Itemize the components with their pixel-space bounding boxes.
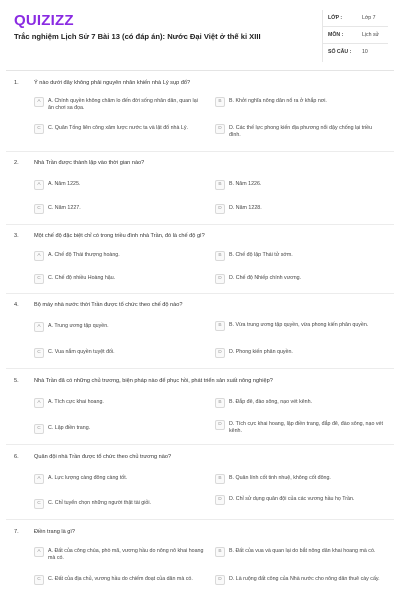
- option-text: B. Vừa trung ương tập quyền, vừa phong kiến phân quyền.: [229, 322, 369, 328]
- option-letter-badge: C: [34, 348, 44, 358]
- option-text: D. Phong kiến phân quyền.: [229, 349, 293, 355]
- option-text: B. Chế độ lập Thái tử sớm.: [229, 252, 293, 258]
- option-text: B. Đắp đê, đào sông, nạo vét kênh.: [229, 399, 313, 405]
- option-c[interactable]: [34, 124, 209, 138]
- option-text: A. Trung ương tập quyền.: [48, 323, 109, 329]
- question-text: Điền trang là gì?: [34, 529, 76, 535]
- question-text: Quân đội nhà Trần được tổ chức theo chủ trương nào?: [34, 454, 172, 460]
- option-c[interactable]: [34, 575, 209, 589]
- question-divider: [6, 151, 394, 152]
- option-letter-badge: A: [34, 474, 44, 484]
- question-text: Nhà Trần đã có những chủ trương, biện pháp nào để phục hồi, phát triển sản xuất nông nghiệp?: [34, 378, 273, 384]
- option-text: D. Chỉ sử dụng quân đội của các vương hầu họ Trần.: [229, 496, 355, 502]
- option-letter-badge: B: [215, 251, 225, 261]
- meta-row-count: [322, 44, 388, 61]
- option-c[interactable]: [34, 348, 209, 362]
- option-letter-badge: B: [215, 398, 225, 408]
- meta-row-class: [322, 10, 388, 27]
- option-letter-badge: C: [34, 204, 44, 214]
- option-text: C. Năm 1227.: [48, 205, 81, 211]
- option-letter-badge: A: [34, 547, 44, 557]
- question-text: Một chế độ đặc biệt chỉ có trong triều đình nhà Trần, đó là chế độ gì?: [34, 233, 205, 239]
- question-divider: [6, 368, 394, 369]
- question-number: 1.: [14, 80, 19, 86]
- option-text: D. Năm 1228.: [229, 205, 262, 211]
- option-letter-badge: B: [215, 97, 225, 107]
- option-a[interactable]: [34, 322, 209, 336]
- option-text: B. Quân lính cốt tinh nhuệ, không cốt đông.: [229, 475, 331, 481]
- option-c[interactable]: [34, 499, 209, 513]
- option-a[interactable]: [34, 97, 209, 111]
- option-letter-badge: C: [34, 424, 44, 434]
- option-a[interactable]: [34, 474, 209, 488]
- option-letter-badge: B: [215, 474, 225, 484]
- option-letter-badge: A: [34, 398, 44, 408]
- option-letter-badge: D: [215, 575, 225, 585]
- option-a[interactable]: [34, 251, 209, 265]
- option-letter-badge: C: [34, 274, 44, 284]
- option-d[interactable]: [215, 420, 390, 434]
- question-number: 5.: [14, 378, 19, 384]
- option-c[interactable]: [34, 274, 209, 288]
- option-c[interactable]: [34, 204, 209, 218]
- option-letter-badge: A: [34, 322, 44, 332]
- option-letter-badge: D: [215, 204, 225, 214]
- option-b[interactable]: [215, 398, 390, 412]
- meta-key: LỚP :: [328, 15, 343, 21]
- option-text: A. Chế độ Thái thượng hoàng.: [48, 252, 120, 258]
- option-d[interactable]: [215, 575, 390, 589]
- option-b[interactable]: [215, 547, 390, 561]
- option-letter-badge: B: [215, 321, 225, 331]
- option-letter-badge: D: [215, 274, 225, 284]
- option-text: A. Lực lượng càng đông càng tốt.: [48, 475, 128, 481]
- option-text: A. Tích cực khai hoang.: [48, 399, 104, 405]
- worksheet-title: Trắc nghiệm Lịch Sử 7 Bài 13 (có đáp án): Nước Đại Việt ở thế kỉ XIII: [14, 32, 261, 41]
- option-c[interactable]: [34, 424, 209, 438]
- worksheet-header: [0, 0, 400, 70]
- option-letter-badge: C: [34, 575, 44, 585]
- option-text: B. Đất của vua và quan lại do bắt nông dân khai hoang mà có.: [229, 548, 376, 554]
- option-text: C. Quân Tống liên công xâm lược nước ta và lật đổ nhà Lý.: [48, 125, 188, 131]
- question-divider: [6, 293, 394, 294]
- option-d[interactable]: [215, 495, 390, 509]
- question-divider: [6, 224, 394, 225]
- option-letter-badge: A: [34, 180, 44, 190]
- option-text: B. Khởi nghĩa nông dân nổ ra ở khắp nơi.: [229, 98, 327, 104]
- question-number: 6.: [14, 454, 19, 460]
- option-text: C. Lập điền trang.: [48, 425, 91, 431]
- option-d[interactable]: [215, 124, 390, 138]
- option-letter-badge: C: [34, 499, 44, 509]
- option-b[interactable]: [215, 474, 390, 488]
- option-text: C. Vua nắm quyền tuyệt đối.: [48, 349, 115, 355]
- option-b[interactable]: [215, 180, 390, 194]
- option-text: D. Tích cực khai hoang, lập điền trang, đắp đê, đào sông, nạo vét kênh.: [229, 421, 383, 434]
- meta-table: [322, 10, 388, 61]
- option-d[interactable]: [215, 204, 390, 218]
- option-text: D. Các thế lực phong kiến địa phương nổi dậy chống lại triều đình.: [229, 125, 373, 138]
- question-number: 3.: [14, 233, 19, 239]
- question-number: 7.: [14, 529, 19, 535]
- question-divider: [6, 519, 394, 520]
- question-text: Ý nào dưới đây không phải nguyên nhân khiến nhà Lý sụp đổ?: [34, 80, 191, 86]
- meta-key: MÔN :: [328, 32, 344, 38]
- option-text: D. Chế độ Nhiếp chính vương.: [229, 275, 302, 281]
- option-letter-badge: D: [215, 495, 225, 505]
- option-d[interactable]: [215, 348, 390, 362]
- option-letter-badge: A: [34, 251, 44, 261]
- option-a[interactable]: [34, 180, 209, 194]
- option-b[interactable]: [215, 321, 390, 335]
- meta-row-subject: [322, 27, 388, 44]
- question-number: 2.: [14, 160, 19, 166]
- option-text: A. Chính quyền không chăm lo đến đời sống nhân dân, quan lại ăn chơi sa đọa.: [48, 98, 198, 111]
- option-b[interactable]: [215, 97, 390, 111]
- question-number: 4.: [14, 302, 19, 308]
- option-letter-badge: B: [215, 547, 225, 557]
- option-letter-badge: D: [215, 348, 225, 358]
- option-a[interactable]: [34, 398, 209, 412]
- option-letter-badge: C: [34, 124, 44, 134]
- option-text: C. Đất của địa chủ, vương hầu do chiếm đoạt của dân mà có.: [48, 576, 193, 582]
- meta-value: Lịch sử: [362, 32, 380, 38]
- option-text: A. Năm 1225.: [48, 181, 81, 187]
- option-d[interactable]: [215, 274, 390, 288]
- quizizz-logo: QUIZIZZ: [14, 12, 74, 29]
- option-letter-badge: D: [215, 420, 225, 430]
- option-text: B. Năm 1226.: [229, 181, 262, 187]
- option-text: D. Là ruộng đất công của Nhà nước cho nông dân thuê cày cấy.: [229, 576, 380, 582]
- question-text: Nhà Trần được thành lập vào thời gian nào?: [34, 160, 145, 166]
- meta-key: SỐ CÂU :: [328, 49, 352, 55]
- option-text: A. Đất của công chúa, phò mã, vương hầu do nông nô khai hoang mà có.: [48, 548, 204, 561]
- option-a[interactable]: [34, 547, 209, 561]
- header-divider: [6, 70, 394, 71]
- question-divider: [6, 444, 394, 445]
- meta-value: Lớp 7: [362, 15, 376, 21]
- option-text: C. Chỉ tuyển chọn những người thật tài giỏi.: [48, 500, 152, 506]
- option-b[interactable]: [215, 251, 390, 265]
- option-letter-badge: A: [34, 97, 44, 107]
- meta-value: 10: [362, 49, 368, 55]
- question-text: Bộ máy nhà nước thời Trần được tổ chức theo chế độ nào?: [34, 302, 183, 308]
- option-text: C. Chế độ nhiều Hoàng hậu.: [48, 275, 116, 281]
- option-letter-badge: B: [215, 180, 225, 190]
- option-letter-badge: D: [215, 124, 225, 134]
